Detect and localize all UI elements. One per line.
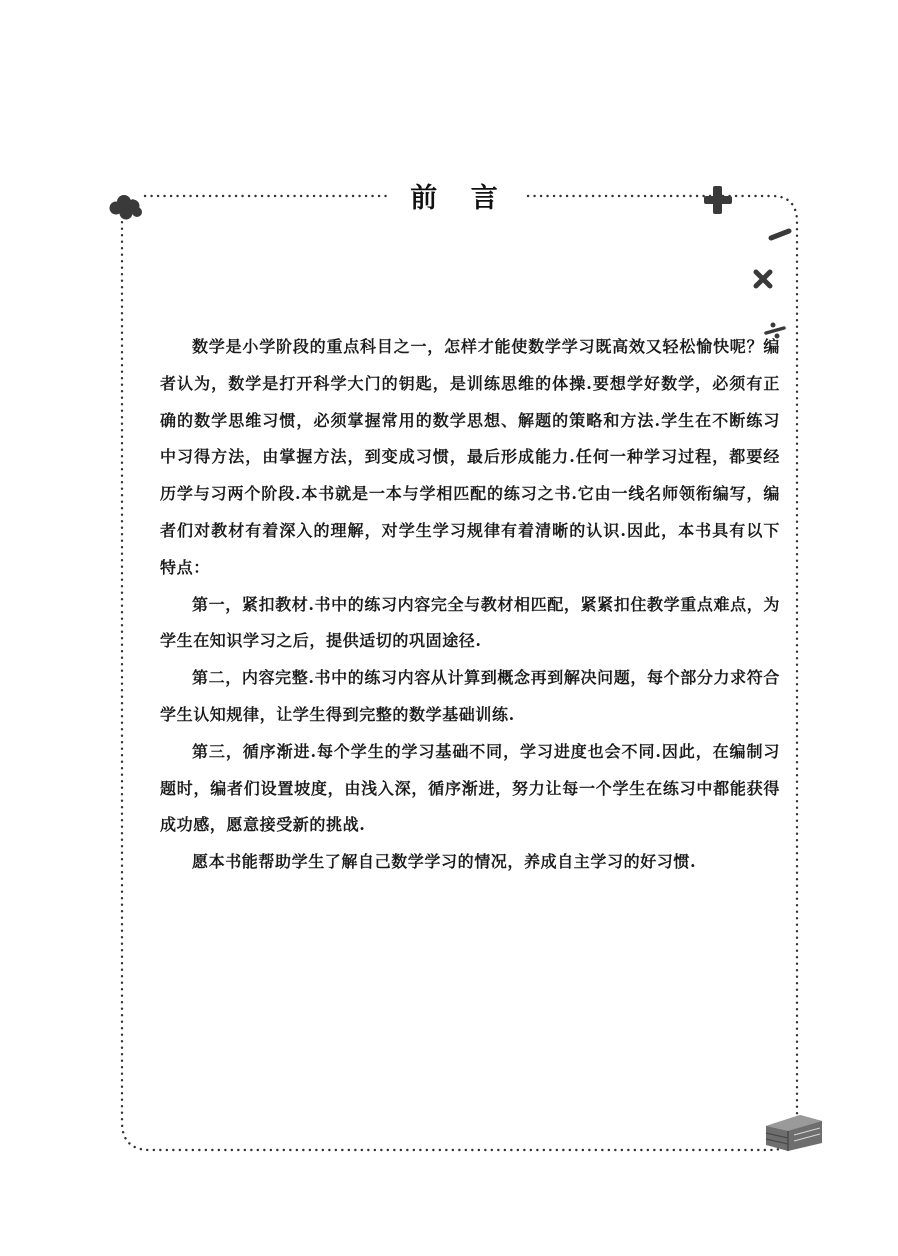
multiply-icon [756, 272, 770, 286]
book-stack-icon [766, 1115, 822, 1151]
plus-icon [704, 186, 732, 214]
preface-paragraph-closing: 愿本书能帮助学生了解自己数学学习的情况，养成自主学习的好习惯. [192, 852, 697, 872]
preface-body [160, 329, 780, 881]
preface-paragraph-feature-2: 第二，内容完整.书中的练习内容从计算到概念再到解决问题，每个部分力求符合学生认知规律，让学生得到完整的数学基础训练. [160, 668, 780, 724]
minus-icon [771, 231, 789, 238]
preface-paragraph-intro: 数学是小学阶段的重点科目之一，怎样才能使数学学习既高效又轻松愉快呢？编者认为，数学是打开科学大门的钥匙，是训练思维的体操.要想学好数学，必须有正确的数学思维习惯，必须掌握常用的数学思想、解题的策略和方法.学生在不断练习中习得方法，由掌握方法，到变成习惯，最后形成能力.任何一种学习过程，都要经历学与习两个阶段.本书就是一本与学相匹配的练习之书.它由一线名师领衔编写，编者们对教材有着深入的理解，对学生学习规律有着清晰的认识.因此，本书具有以下特点： [160, 337, 780, 577]
page-title: 前 言 [400, 181, 520, 217]
preface-paragraph-feature-3: 第三，循序渐进.每个学生的学习基础不同，学习进度也会不同.因此，在编制习题时，编者们设置坡度，由浅入深，循序渐进，努力让每一个学生在练习中都能获得成功感，愿意接受新的挑战. [160, 741, 780, 835]
cloud-icon [110, 195, 143, 220]
preface-paragraph-feature-1: 第一，紧扣教材.书中的练习内容完全与教材相匹配，紧紧扣住教学重点难点，为学生在知识学习之后，提供适切的巩固途径. [160, 594, 780, 651]
